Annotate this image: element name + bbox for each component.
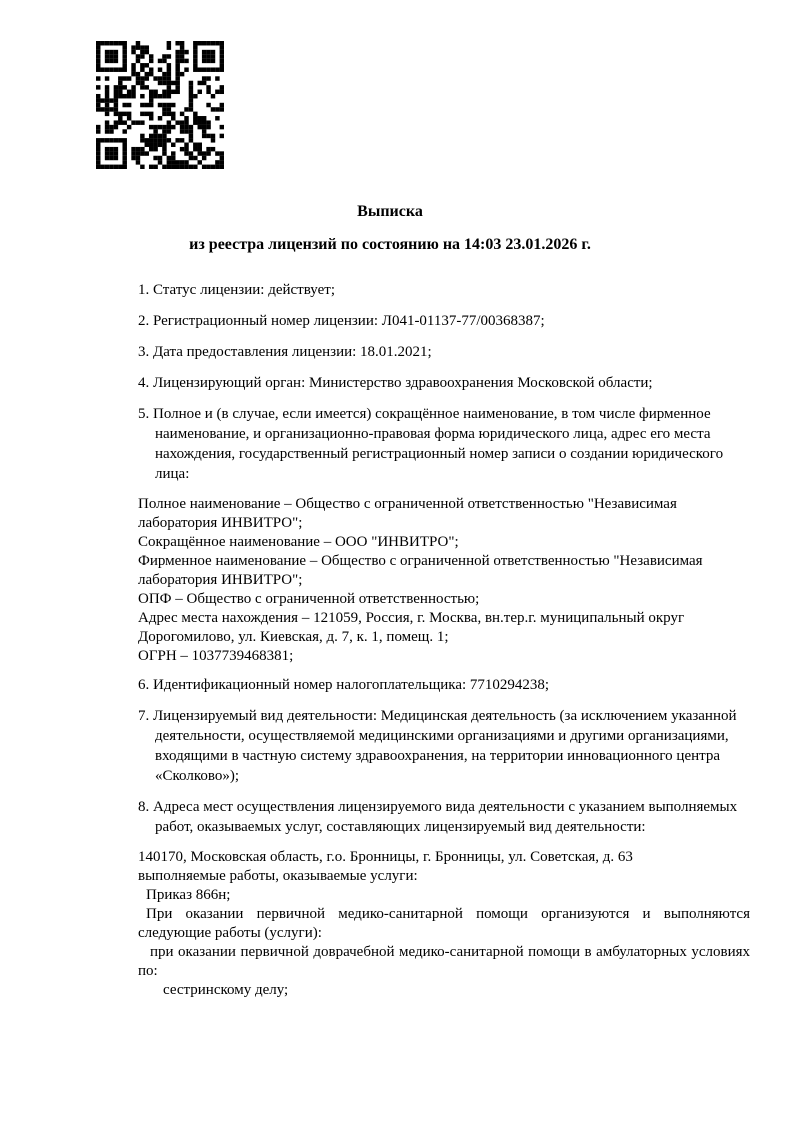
activity-address-block: [138, 848, 750, 1000]
org-short-name: Сокращённое наименование – ООО "ИНВИТРО";: [138, 534, 459, 550]
org-brand-name: Фирменное наименование – Общество с ограниченной ответственностью "Независимая лаборатория ИНВИТРО";: [138, 553, 703, 588]
licensed-activity: 7. Лицензируемый вид деятельности: Медицинская деятельность (за исключением указанной деятельности, осуществляемой медицинскими организациями и другими организациями, входящими в частную систему здравоохранения, на территории инновационного центра «Сколково»);: [138, 708, 737, 784]
order-866n: Приказ 866н;: [146, 887, 231, 903]
taxpayer-inn: 6. Идентификационный номер налогоплательщика: 7710294238;: [138, 677, 550, 693]
org-details-block: [138, 495, 750, 666]
org-names-heading: 5. Полное и (в случае, если имеется) сокращённое наименование, в том числе фирменное наименование, и организационно-правовая форма юридического лица, адрес его места нахождения, государственный регистрационный номер записи о создании юридического лица:: [138, 406, 724, 482]
works-services-label: выполняемые работы, оказываемые услуги:: [138, 868, 418, 884]
document-body: [138, 280, 750, 1000]
pre-medical-care: при оказании первичной доврачебной медико-санитарной помощи в амбулаторных условиях по:: [138, 944, 750, 979]
org-address: Адрес места нахождения – 121059, Россия, г. Москва, вн.тер.г. муниципальный округ Дорогомилово, ул. Киевская, д. 7, к. 1, помещ. 1;: [138, 610, 685, 645]
activity-address: 140170, Московская область, г.о. Бронницы, г. Бронницы, ул. Советская, д. 63: [138, 849, 633, 865]
qr-code-icon: [96, 41, 224, 169]
org-ogrn: ОГРН – 1037739468381;: [138, 648, 294, 664]
license-status: 1. Статус лицензии: действует;: [138, 282, 335, 298]
primary-care-works: При оказании первичной медико-санитарной помощи организуются и выполняются следующие работы (услуги):: [138, 906, 750, 941]
org-opf: ОПФ – Общество с ограниченной ответственностью;: [138, 591, 480, 607]
org-full-name: Полное наименование – Общество с ограниченной ответственностью "Независимая лаборатория ИНВИТРО";: [138, 496, 677, 531]
document-subtitle: из реестра лицензий по состоянию на 14:03 23.01.2026 г.: [189, 236, 591, 253]
activity-addresses-heading: 8. Адреса мест осуществления лицензируемого вида деятельности с указанием выполняемых работ, оказываемых услуг, составляющих лицензируемый вид деятельности:: [138, 799, 738, 835]
license-reg-number: 2. Регистрационный номер лицензии: Л041-01137-77/00368387;: [138, 313, 545, 329]
license-grant-date: 3. Дата предоставления лицензии: 18.01.2021;: [138, 344, 432, 360]
document-header: [0, 201, 780, 255]
nursing-service: сестринскому делу;: [163, 982, 289, 998]
document-title: Выписка: [357, 203, 423, 220]
licensing-authority: 4. Лицензирующий орган: Министерство здравоохранения Московской области;: [138, 375, 653, 391]
